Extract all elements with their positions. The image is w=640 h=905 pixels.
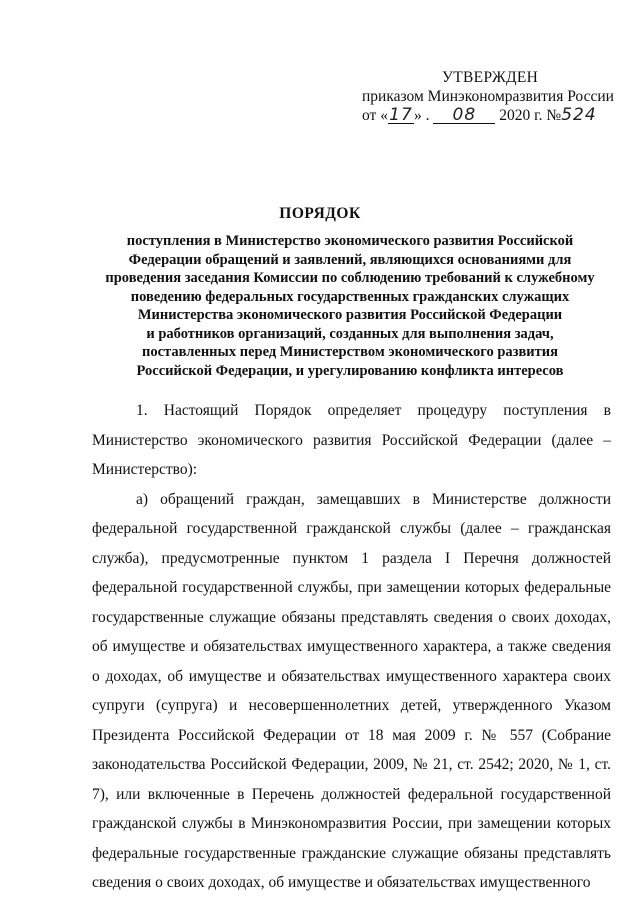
subtitle-line: поставленных перед Министерством экономического развития [142,344,558,360]
subtitle-line: поступления в Министерство экономического развития Российской [126,233,574,249]
date-prefix: от « [362,107,388,124]
handwritten-number: 524 [561,105,597,125]
handwritten-day: 17 [389,105,413,125]
paragraph-1: 1. Настоящий Порядок определяет процедуру поступления в Министерство экономического развития Российской Федерации (далее – Министерство): [92,402,611,478]
subtitle-line: поведению федеральных государственных гражданских служащих [130,288,570,305]
order-line: приказом Минэкономразвития России [362,88,614,105]
paragraph-a: а) обращений граждан, замещавших в Министерстве должности федеральной государственной гражданской службы (далее – гражданская служба), предусмотренные пунктом 1 раздела I Перечня должностей федеральной государственной службы, при замещении которых федеральные государственные служащие обязаны представлять сведения о своих доходах, об имуществе и обязательствах имущественного характера, а также сведения о доходах, об имуществе и обязательствах имущественного характера своих супруги (супруга) и несовершеннолетних детей, утвержденного Указом Президента Российской Федерации от 18 мая 2009 г. № 557 (Собрание законодательства Российской Федерации, 2009, № 21, ст. 2542; 2020, № 1, ст. 7), или включенные в Перечень должностей федеральной государственной гражданской службы в Минэкономразвития России, при замещении которых федеральные государственные гражданские служащие обязаны представлять сведения о своих доходах, об имуществе и обязательствах имущественного [92,490,611,891]
subtitle-line: Министерства экономического развития Российской Федерации [137,307,563,323]
subtitle-line: проведения заседания Комиссии по соблюдению требований к служебному [105,270,595,286]
subtitle-line: Федерации обращений и заявлений, являющихся основаниями для [128,251,572,268]
order-date-line [362,106,622,125]
approval-stamp [362,68,622,125]
handwritten-month: 08 [433,107,495,124]
approved-label: УТВЕРЖДЕН [442,69,539,86]
date-mid: » . [413,107,430,124]
document-title: ПОРЯДОК [279,205,361,222]
subtitle-line: и работников организаций, созданных для выполнения задач, [146,325,554,342]
subtitle-line: Российской Федерации, и урегулированию конфликта интересов [136,362,564,379]
document-body [92,396,611,898]
year-text: 2020 г. № [499,107,562,124]
document-subtitle [80,232,620,380]
